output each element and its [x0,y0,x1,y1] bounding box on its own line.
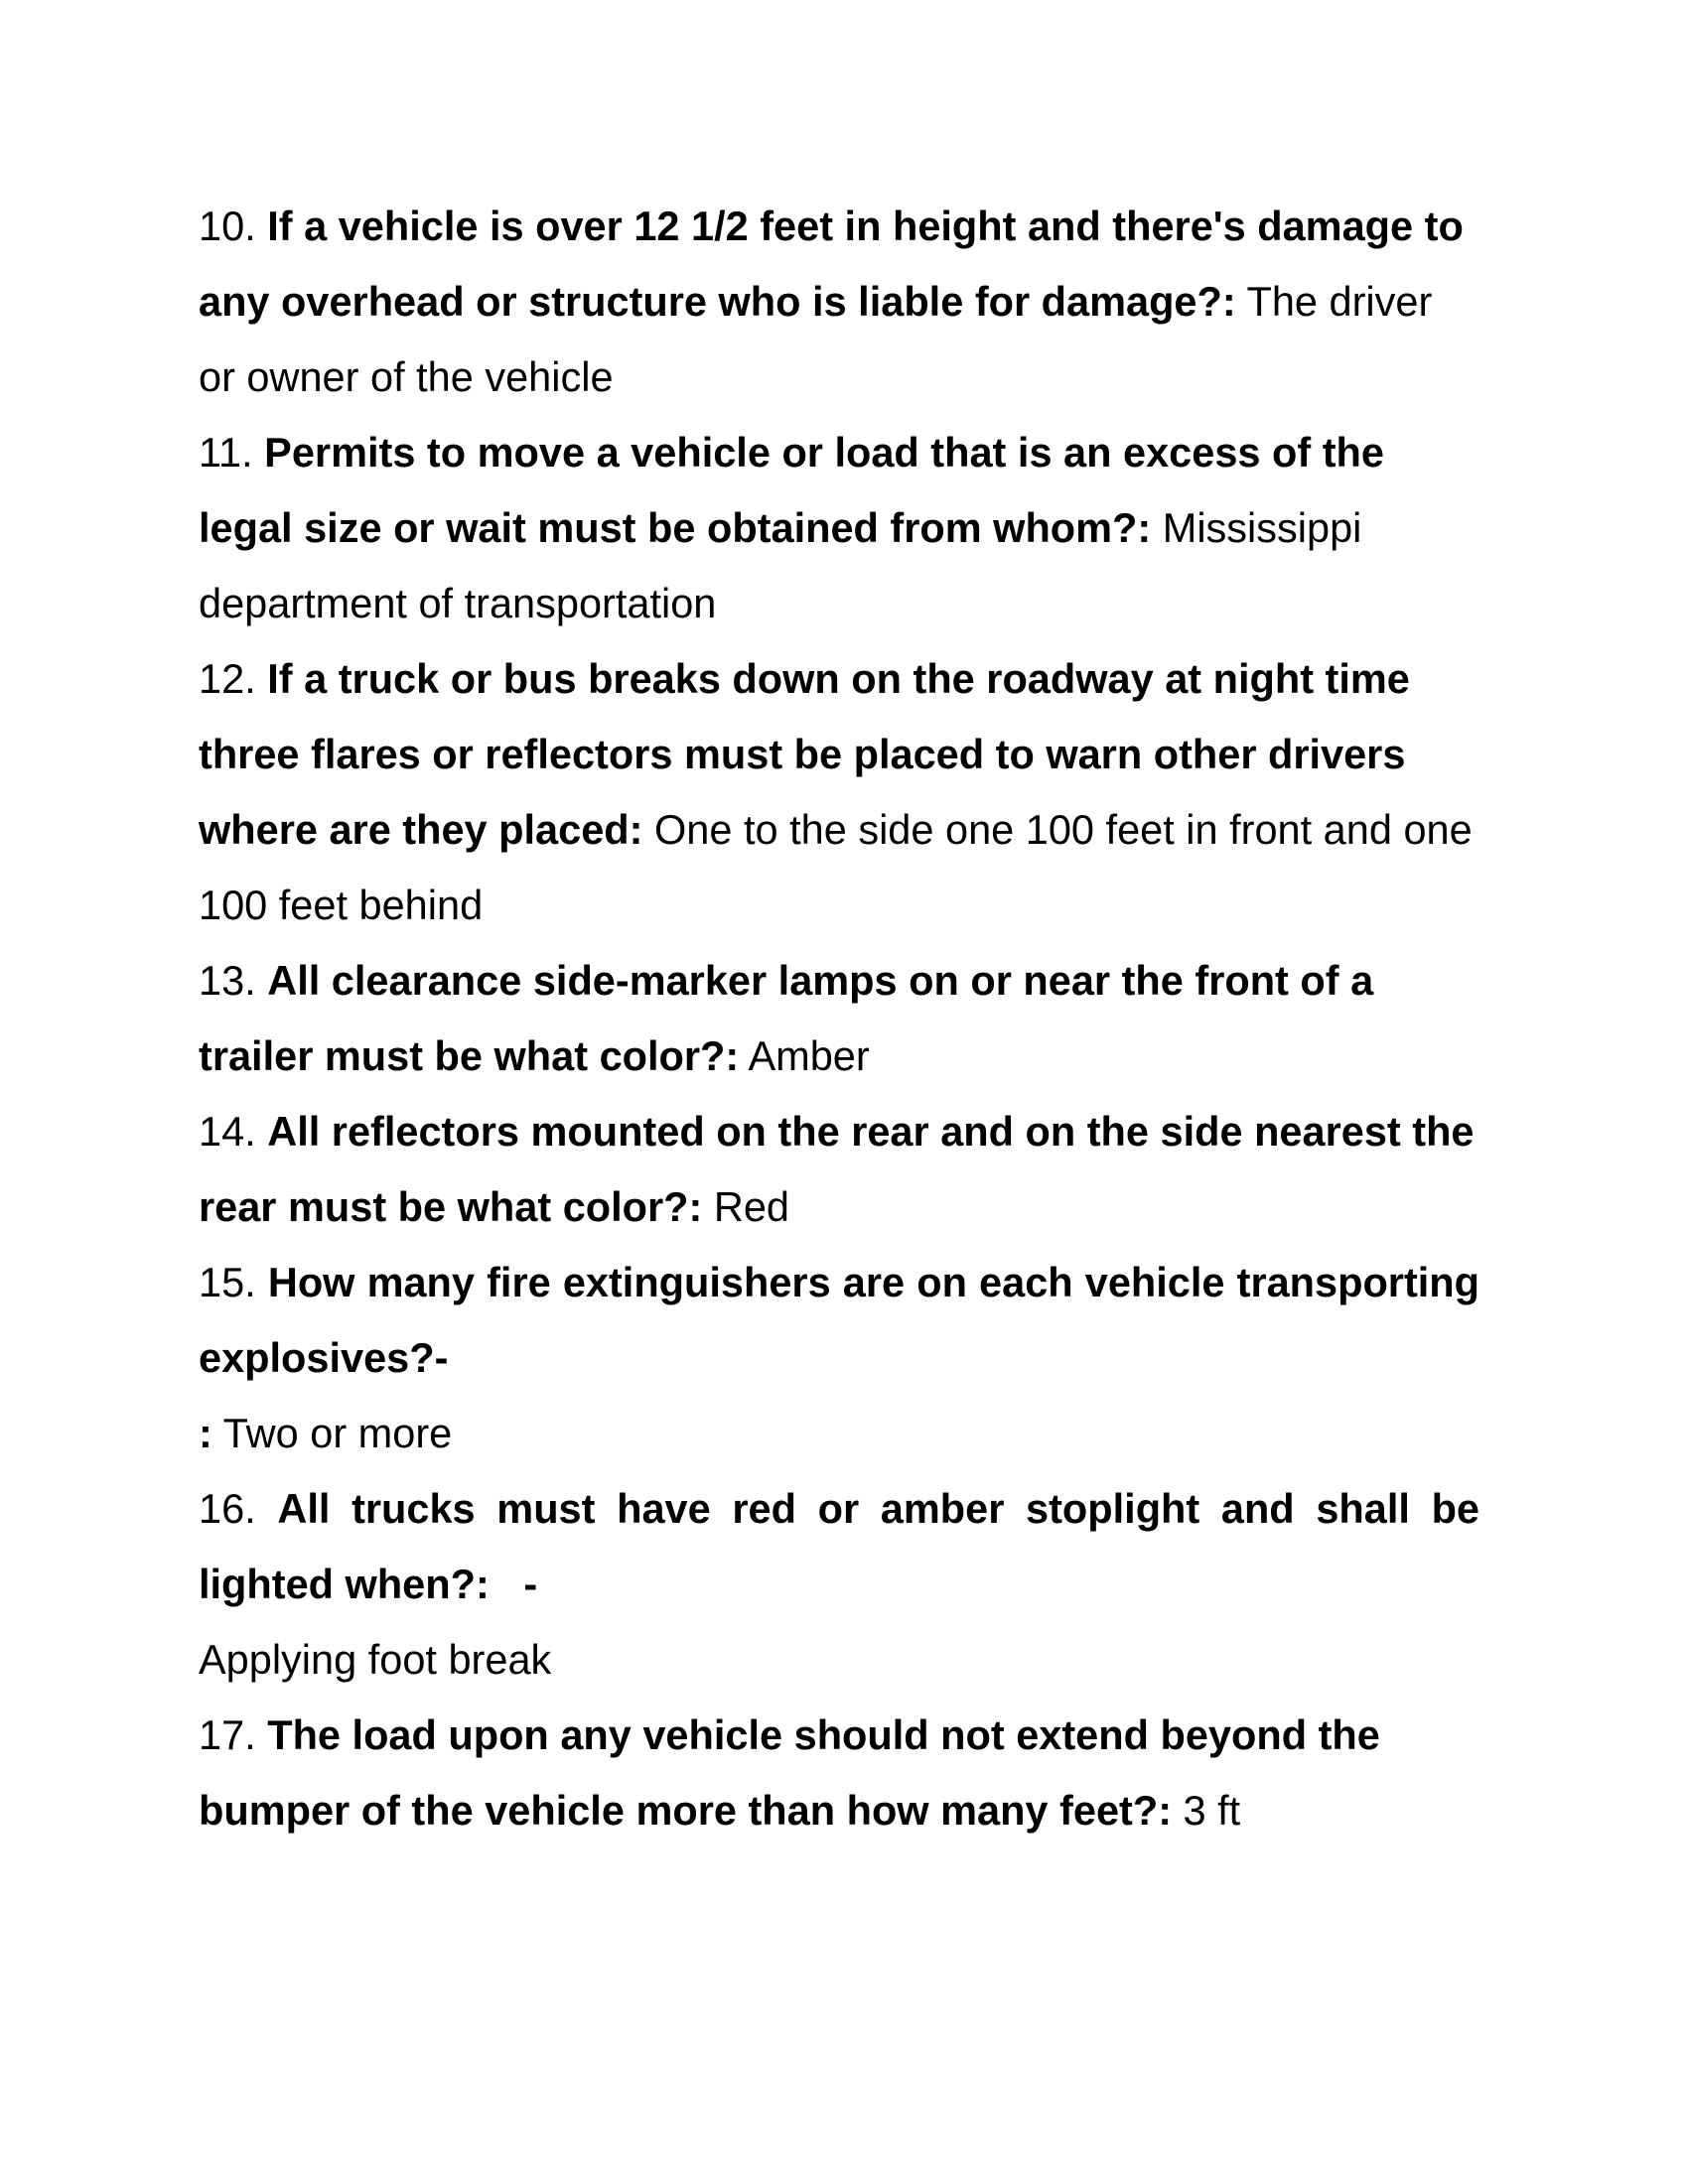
item-number: 11. [199,429,253,476]
qa-item-10 [199,189,1479,415]
qa-item-15 [199,1245,1479,1396]
question-suffix: - [523,1561,538,1607]
item-number: 12. [199,655,256,702]
question-text: All reflectors mounted on the rear and on the side nearest the rear must be what color?: [199,1108,1475,1230]
answer-text: Amber [748,1032,870,1079]
qa-item-14 [199,1094,1479,1245]
document-page [199,189,1479,1848]
question-text: If a vehicle is over 12 1/2 feet in height and there's damage to any overhead or structure who is liable for damage?: [199,203,1464,325]
qa-item-11 [199,415,1479,641]
answer-text: 3 ft [1183,1787,1241,1834]
answer-prefix: : [199,1410,212,1456]
item-number: 10. [199,203,256,249]
qa-item-15-answer [199,1396,1479,1471]
item-number: 17. [199,1711,256,1758]
question-text: All clearance side-marker lamps on or near the front of a trailer must be what color?: [199,957,1374,1079]
qa-item-17 [199,1698,1479,1848]
answer-text: Applying foot break [199,1636,552,1683]
question-text: How many fire extinguishers are on each vehicle transporting explosives?- [199,1259,1480,1381]
question-text: All trucks must have red or amber stoplight and shall be lighted when?: [199,1485,1480,1607]
question-text: If a truck or bus breaks down on the roadway at night time three flares or reflectors must be placed to warn other drivers where are they placed: [199,655,1410,853]
qa-item-12 [199,641,1479,943]
answer-text: Mississippi department of transportation [199,504,1362,626]
question-text: The load upon any vehicle should not extend beyond the bumper of the vehicle more than how many feet?: [199,1711,1380,1834]
question-text: Permits to move a vehicle or load that is an excess of the legal size or wait must be obtained from whom?: [199,429,1384,551]
item-number: 13. [199,957,256,1004]
qa-item-13 [199,943,1479,1094]
answer-text: Two or more [222,1410,453,1456]
answer-text: The driver or owner of the vehicle [199,278,1433,400]
item-number: 16. [199,1485,256,1532]
answer-text: Red [713,1183,789,1230]
answer-text: One to the side one 100 feet in front and one 100 feet behind [199,806,1473,928]
item-number: 14. [199,1108,256,1155]
qa-item-16 [199,1471,1479,1698]
item-number: 15. [199,1259,256,1305]
